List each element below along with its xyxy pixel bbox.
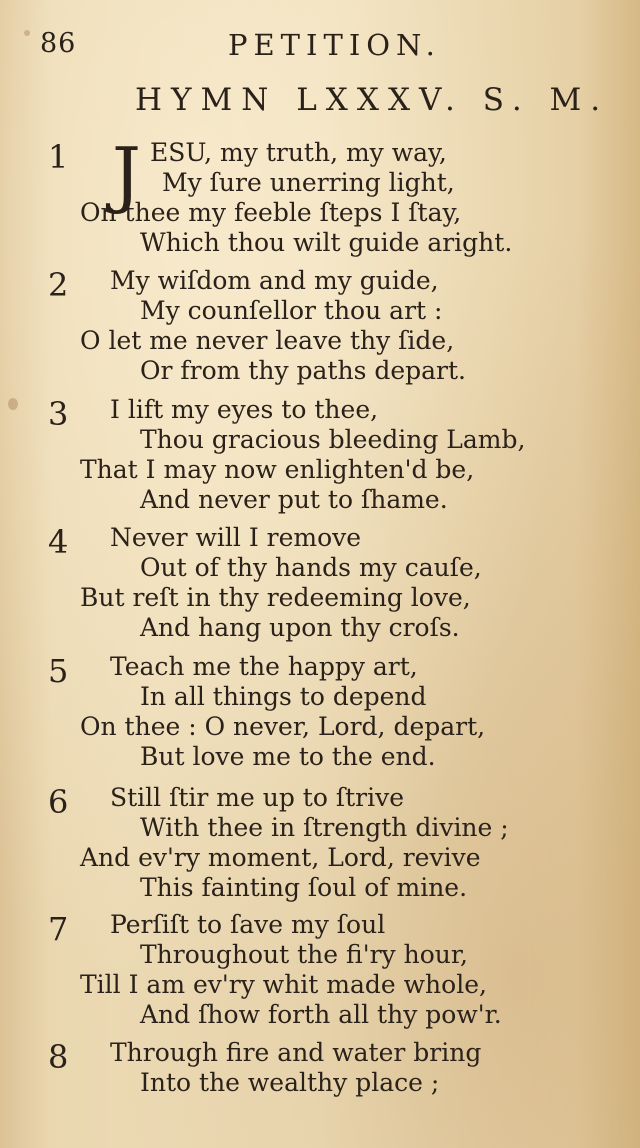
verse-line: Till I am ev'ry whit made whole, (80, 970, 487, 999)
running-head: PETITION. (228, 28, 441, 62)
stanza-number: 4 (48, 523, 69, 561)
verse-line: My ſure unerring light, (162, 168, 455, 197)
verse-line: But love me to the end. (140, 742, 436, 771)
verse-line: And ſhow forth all thy pow'r. (140, 1000, 502, 1029)
verse-line: With thee in ſtrength divine ; (140, 813, 509, 842)
verse-line: ESU, my truth, my way, (150, 138, 447, 167)
verse-line: Which thou wilt guide aright. (140, 228, 513, 257)
verse-line: And hang upon thy croſs. (140, 613, 460, 642)
verse-line: In all things to depend (140, 682, 427, 711)
hymn-title: HYMN LXXXV. S. M. (135, 82, 610, 118)
verse-line: Throughout the fi'ry hour, (140, 940, 468, 969)
verse-line: Out of thy hands my cauſe, (140, 553, 482, 582)
stanza-number: 7 (48, 910, 69, 948)
stanza-number: 2 (48, 266, 69, 304)
stanza-number: 6 (48, 783, 69, 821)
verse-line: Or from thy paths depart. (140, 356, 467, 385)
verse-line: Never will I remove (110, 523, 362, 552)
verse-line: My counſellor thou art : (140, 296, 443, 325)
stanza-number: 3 (48, 395, 69, 433)
verse-line: I lift my eyes to thee, (110, 395, 379, 424)
stanza-number: 1 (48, 138, 69, 176)
verse-line: And ev'ry moment, Lord, revive (80, 843, 481, 872)
verse-line: Into the wealthy place ; (140, 1068, 440, 1097)
verse-line: But reſt in thy redeeming love, (80, 583, 471, 612)
verse-line: Teach me the happy art, (110, 652, 418, 681)
verse-line: Through fire and water bring (110, 1038, 482, 1067)
stanza-number: 5 (48, 652, 69, 690)
stanza-number: 8 (48, 1038, 69, 1076)
verse-line: On thee : O never, Lord, depart, (80, 712, 486, 741)
verse-line: My wiſdom and my guide, (110, 266, 439, 295)
verse-line: On thee my feeble ſteps I ſtay, (80, 198, 462, 227)
drop-cap: J (112, 132, 141, 216)
verse-line: Perſiſt to ſave my ſoul (110, 910, 386, 939)
verse-line: Still ſtir me up to ſtrive (110, 783, 405, 812)
verse-line: That I may now enlighten'd be, (80, 455, 475, 484)
verse-line: Thou gracious bleeding Lamb, (140, 425, 526, 454)
paper-stain (8, 398, 18, 410)
verse-line: O let me never leave thy ſide, (80, 326, 455, 355)
verse-line: And never put to ſhame. (140, 485, 448, 514)
verse-line: This fainting ſoul of mine. (140, 873, 468, 902)
page-number: 86 (40, 28, 77, 59)
page-header (0, 28, 640, 68)
